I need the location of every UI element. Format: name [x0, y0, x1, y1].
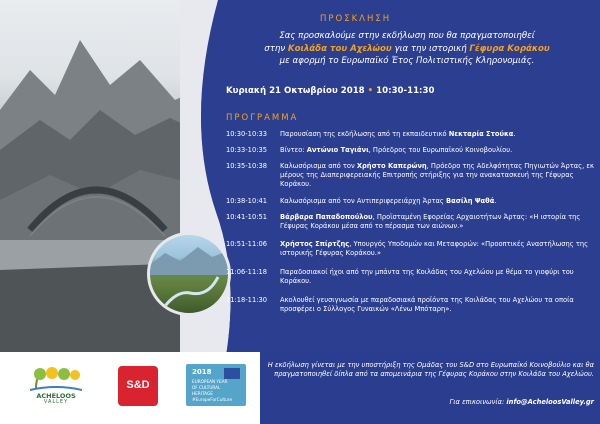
program-time: 10:51-11:06: [226, 240, 267, 248]
eych-logo: [186, 364, 246, 406]
program-desc: Βίντεο: Αντώνιο Ταγιάνι, Πρόεδρος του Ευρωπαϊκού Κοινοβουλίου.: [280, 146, 513, 154]
program-desc: Χρήστος Σπίρτζης, Υπουργός Υποδομών και Μεταφορών: «Προοπτικές Αναστήλωσης της ιστορικής Γέφυρας Κοράκου.»: [280, 240, 589, 257]
sd-logo-text: S&D: [126, 379, 150, 391]
intro-line-2: [222, 43, 592, 56]
contact-label: Για επικοινωνία:: [449, 398, 507, 406]
program-heading: ΠΡΟΓΡΑΜΜΑ: [226, 113, 299, 123]
eu-flag-icon: [224, 368, 240, 379]
valley-photo: [147, 232, 231, 316]
eych-text: EUROPEAN YEAR: [192, 379, 228, 384]
program-time: 11:18-11:30: [226, 296, 267, 304]
acheloos-valley-logo: [30, 366, 82, 406]
footer-contact: [264, 398, 594, 406]
eych-text: #EuropeForCulture: [192, 397, 233, 402]
eych-year: 2018: [192, 368, 212, 376]
event-datetime: [226, 86, 434, 96]
program-time: 10:33-10:35: [226, 146, 267, 154]
program-desc: Βάρβαρα Παπαδοπούλου, Προϊσταμένη Εφορείας Αρχαιοτήτων Άρτας: «Η ιστορία της Γέφυρας Κοράκου μέσα από το πέρασμα των αιώνων.»: [280, 213, 581, 230]
program-desc: Καλωσόρισμα από τον Χρήστο Καπερώνη, Πρόεδρο της Αδελφότητας Πηγιωτών Άρτας, εκ μέρους της Διαπεριφερειακής Επιτροπής στήριξης για την ανακατασκευή της Γέφυρας Κοράκου.: [280, 162, 594, 188]
invitation-heading: ΠΡΟΣΚΛΗΣΗ: [320, 14, 392, 24]
contact-email-link[interactable]: info@AcheloosValley.gr: [506, 398, 594, 406]
event-date: Κυριακή 21 Οκτωβρίου 2018: [226, 86, 365, 96]
invitation-intro: [222, 30, 592, 68]
intro-line-3: με αφορμή το Ευρωπαϊκό Έτος Πολιτιστικής Κληρονομιάς.: [279, 56, 535, 66]
footer-credit: Η εκδήλωση γίνεται με την υποστήριξη της Ομάδας του S&D στο Ευρωπαϊκό Κοινοβούλιο και θα πραγματοποιηθεί δίπλα από τα απομεινάρια της Γέφυρας Κοράκου στην Κοιλάδα του Αχελώου.: [267, 361, 594, 378]
program-time: 11:06-11:18: [226, 268, 267, 276]
eych-text: HERITAGE: [192, 391, 213, 396]
trees-icon: [30, 366, 82, 392]
eych-text: OF CULTURAL: [192, 385, 221, 390]
event-time: 10:30-11:30: [376, 86, 435, 96]
sd-logo: [118, 366, 158, 406]
intro-text: στην: [264, 43, 288, 54]
program-desc: Παραδοσιακοί ήχοι από την μπάντα της Κοιλάδας του Αχελώου με θέμα το γιοφύρι του Κοράκου.: [280, 268, 574, 285]
highlight-valley: Κοιλάδα του Αχελώου: [287, 43, 392, 54]
separator-dot: •: [367, 86, 374, 96]
program-time: 10:41-10:51: [226, 213, 267, 221]
program-desc: Παρουσίαση της εκδήλωσης από τη εκπαιδευτικό Νεκταρία Στούκα.: [280, 130, 516, 138]
logo-text: VALLEY: [43, 399, 69, 405]
intro-text: για την ιστορική: [391, 43, 470, 54]
program-desc: Ακολουθεί γευσιγνωσία με παραδοσιακά προϊόντα της Κοιλάδας του Αχελώου τα οποία προσφέρει ο Σύλλογος Γυναικών «Λένω Μπόταρη».: [280, 296, 574, 313]
program-desc: Καλωσόρισμα από τον Αντιπεριφερειάρχη Άρτας Βασίλη Ψαθά.: [280, 197, 497, 205]
program-time: 10:38-10:41: [226, 197, 267, 205]
logo-text: ACHELOOS: [36, 392, 76, 400]
program-time: 10:35-10:38: [226, 162, 267, 170]
intro-line-1: Σας προσκαλούμε στην εκδήλωση που θα πραγματοποιηθεί: [279, 31, 535, 41]
program-time: 10:30-10:33: [226, 130, 267, 138]
highlight-bridge: Γέφυρα Κοράκου: [469, 43, 550, 54]
